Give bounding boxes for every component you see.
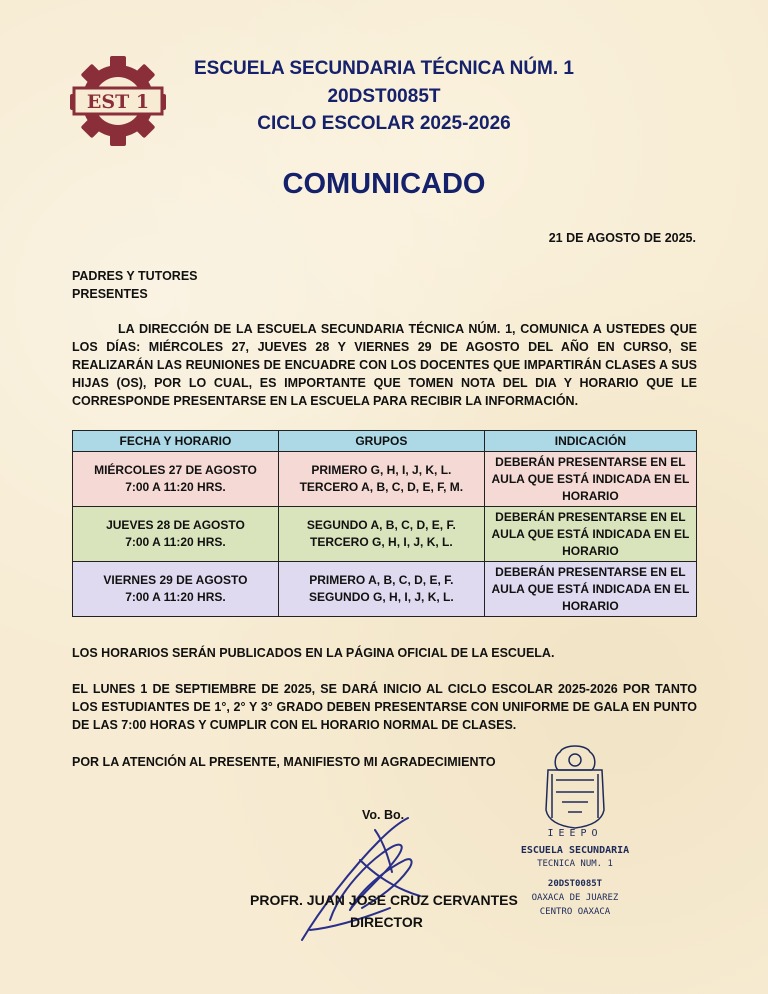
document-title: COMUNICADO — [282, 168, 486, 200]
instruction-cell: DEBERÁN PRESENTARSE EN EL AULA QUE ESTÁ INDICADA EN EL HORARIO — [484, 562, 696, 617]
groups-line: PRIMERO A, B, C, D, E, F. — [309, 573, 454, 587]
column-header-instruction: INDICACIÓN — [484, 431, 696, 452]
school-code: 20DST0085T — [327, 86, 441, 107]
seal-text: OAXACA DE JUAREZ — [531, 893, 619, 903]
table-row — [73, 452, 697, 507]
groups-cell — [278, 507, 484, 562]
time-text: 7:00 A 11:20 HRS. — [125, 535, 226, 549]
seal-text: TECNICA NUM. 1 — [537, 859, 613, 869]
column-header-date: FECHA Y HORARIO — [73, 431, 279, 452]
date-text: JUEVES 28 DE AGOSTO — [106, 518, 245, 532]
instruction-cell: DEBERÁN PRESENTARSE EN EL AULA QUE ESTÁ INDICADA EN EL HORARIO — [484, 452, 696, 507]
approval-label: Vo. Bo. — [362, 808, 405, 822]
seal-text: IEEPO — [547, 828, 603, 839]
greeting-recipients: PADRES Y TUTORES — [72, 269, 198, 283]
date-cell — [73, 452, 279, 507]
signer-name: PROFR. JUAN JOSE CRUZ CERVANTES — [250, 892, 518, 908]
school-year: CICLO ESCOLAR 2025-2026 — [257, 113, 511, 134]
seal-text: CENTRO OAXACA — [539, 907, 611, 917]
main-paragraph: LA DIRECCIÓN DE LA ESCUELA SECUNDARIA TÉCNICA NÚM. 1, COMUNICA A USTEDES QUE LOS DÍAS: MIÉRCOLES 27, JUEVES 28 Y VIERNES 29 DE AGOSTO DEL AÑO EN CURSO, SE REALIZARÁN LAS REUNIONES DE ENCUADRE CON LOS DOCENTES QUE IMPARTIRÁN CLASES A SUS HIJAS (OS), POR LO CUAL, ES IMPORTANTE QUE TOMEN NOTA DEL DIA Y HORARIO QUE LE CORRESPONDE PRESENTARSE EN LA ESCUELA PARA RECIBIR LA INFORMACIÓN. — [72, 322, 697, 408]
logo-text: EST 1 — [86, 91, 150, 113]
document-date: 21 DE AGOSTO DE 2025. — [548, 231, 696, 245]
seal-text: 20DST0085T — [547, 879, 603, 889]
column-header-groups: GRUPOS — [278, 431, 484, 452]
date-text: MIÉRCOLES 27 DE AGOSTO — [94, 463, 257, 477]
seal-text: ESCUELA SECUNDARIA — [520, 845, 630, 856]
date-cell — [73, 562, 279, 617]
school-start-paragraph: EL LUNES 1 DE SEPTIEMBRE DE 2025, SE DARÁ INICIO AL CICLO ESCOLAR 2025-2026 POR TANTO LOS ESTUDIANTES DE 1°, 2° Y 3° GRADO DEBEN PRESENTARSE CON UNIFORME DE GALA EN PUNTO DE LAS 7:00 HORAS Y CUMPLIR CON EL HORARIO NORMAL DE CLASES. — [72, 682, 697, 732]
table-row — [73, 507, 697, 562]
date-text: VIERNES 29 DE AGOSTO — [103, 573, 248, 587]
groups-line: SEGUNDO G, H, I, J, K, L. — [309, 590, 454, 604]
groups-cell — [278, 562, 484, 617]
date-cell — [73, 507, 279, 562]
table-row — [73, 562, 697, 617]
groups-line: SEGUNDO A, B, C, D, E, F. — [306, 518, 456, 532]
groups-line: TERCERO G, H, I, J, K, L. — [310, 535, 453, 549]
schedule-publication-note: LOS HORARIOS SERÁN PUBLICADOS EN LA PÁGINA OFICIAL DE LA ESCUELA. — [72, 646, 555, 660]
table-header-row — [73, 431, 697, 452]
groups-cell — [278, 452, 484, 507]
schedule-table — [72, 430, 697, 617]
instruction-cell: DEBERÁN PRESENTARSE EN EL AULA QUE ESTÁ INDICADA EN EL HORARIO — [484, 507, 696, 562]
time-text: 7:00 A 11:20 HRS. — [125, 480, 226, 494]
signer-role: DIRECTOR — [350, 914, 423, 930]
time-text: 7:00 A 11:20 HRS. — [125, 590, 226, 604]
closing-thanks: POR LA ATENCIÓN AL PRESENTE, MANIFIESTO MI AGRADECIMIENTO — [72, 755, 496, 769]
groups-line: PRIMERO G, H, I, J, K, L. — [311, 463, 452, 477]
groups-line: TERCERO A, B, C, D, E, F, M. — [299, 480, 464, 494]
greeting-presentes: PRESENTES — [72, 287, 148, 301]
school-name: ESCUELA SECUNDARIA TÉCNICA NÚM. 1 — [193, 58, 575, 79]
